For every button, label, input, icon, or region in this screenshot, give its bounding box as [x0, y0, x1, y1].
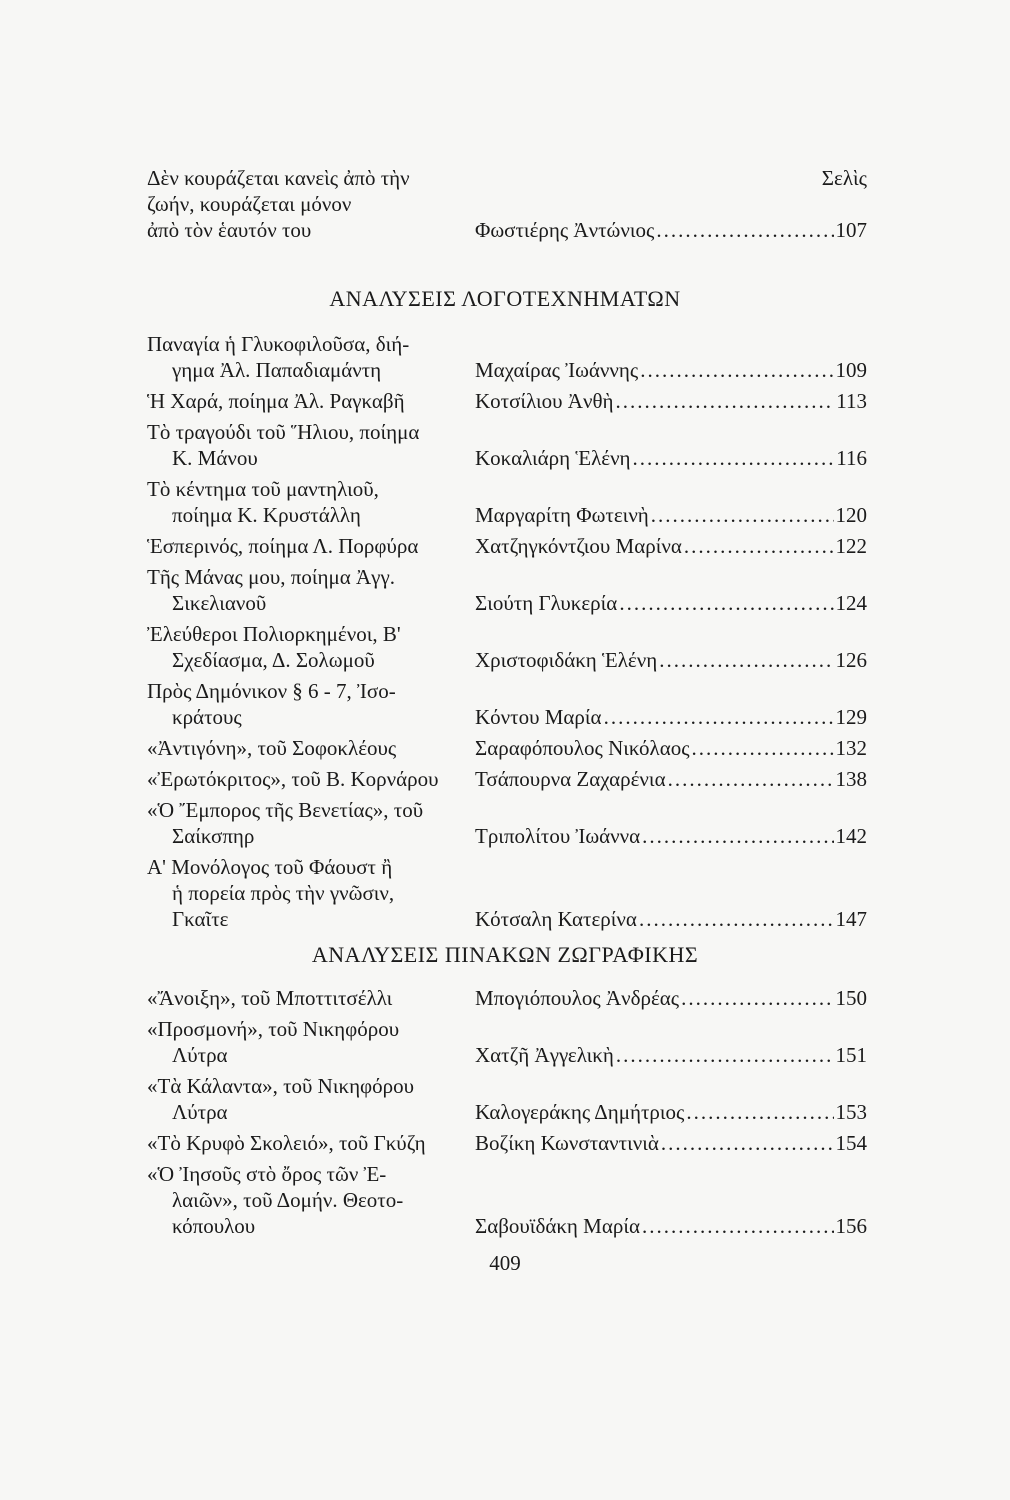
- title-line: κράτους: [172, 705, 242, 729]
- entry-page-number: 113: [836, 389, 867, 413]
- leader-dots: [633, 445, 835, 471]
- title-line: Δὲν κουράζεται κανεὶς ἀπὸ τὴν: [147, 166, 410, 190]
- title-line: Ἡ Χαρά, ποίημα Ἀλ. Ραγκαβῆ: [147, 389, 405, 413]
- entry-author: Κόντου Μαρία: [475, 705, 602, 729]
- entry-page-number: 129: [835, 705, 867, 729]
- leader-dots: [619, 590, 833, 616]
- title-line: Παναγία ἡ Γλυκοφιλοῦσα, διή-: [147, 332, 410, 356]
- title-line: ζωήν, κουράζεται μόνον: [147, 192, 352, 216]
- page-number: 409: [489, 1251, 521, 1275]
- title-line: Ἐλεύθεροι Πολιορκημένοι, Β': [147, 622, 401, 646]
- title-line: «Προσμονή», τοῦ Νικηφόρου: [147, 1017, 400, 1041]
- entry-author-line: [475, 985, 867, 1011]
- title-line: κόπουλου: [172, 1214, 256, 1238]
- title-line: Λύτρα: [172, 1043, 228, 1067]
- list-item: [147, 1161, 867, 1239]
- title-line: «Ὁ Ἔμπορος τῆς Βενετίας», τοῦ: [147, 798, 424, 822]
- entry-author-line: [475, 502, 867, 528]
- entry-author: Μαργαρίτη Φωτεινὴ: [475, 503, 649, 527]
- list-item: [147, 854, 867, 932]
- leader-dots: [668, 766, 834, 792]
- leader-dots: [642, 1213, 834, 1239]
- leader-dots: [651, 502, 834, 528]
- entry-author-line: [475, 704, 867, 730]
- entry-page-number: 116: [836, 446, 867, 470]
- list-item: [147, 985, 867, 1011]
- leader-dots: [681, 985, 833, 1011]
- entry-author-line: [475, 906, 867, 932]
- entry-author: Μπογιόπουλος Ἀνδρέας: [475, 986, 680, 1010]
- entry-author-line: [475, 823, 867, 849]
- entry-title: [147, 165, 467, 243]
- title-line: Α' Μονόλογος τοῦ Φάουστ ἢ: [147, 855, 393, 879]
- leader-dots: [686, 1099, 833, 1125]
- entry-author: Χριστοφιδάκη Ἑλένη: [475, 648, 658, 672]
- list-item: [147, 1016, 867, 1068]
- paintings-list: [147, 985, 867, 1244]
- title-line: «Ἐρωτόκριτος», τοῦ Β. Κορνάρου: [147, 767, 439, 791]
- entry-page-number: 132: [835, 736, 867, 760]
- leader-dots: [642, 823, 833, 849]
- list-item: [147, 1073, 867, 1125]
- entry-author-line: [475, 445, 867, 471]
- title-line: Ἑσπερινός, ποίημα Λ. Πορφύρα: [147, 534, 419, 558]
- title-line: «Τὰ Κάλαντα», τοῦ Νικηφόρου: [147, 1074, 415, 1098]
- list-item: [147, 1130, 867, 1156]
- entry-author-line: [475, 217, 867, 243]
- entry-author: Τριπολίτου Ἰωάννα: [475, 824, 641, 848]
- title-line: «Τὸ Κρυφὸ Σκολειό», τοῦ Γκύζη: [147, 1131, 426, 1155]
- title-line: Γκαῖτε: [172, 907, 229, 931]
- entry-author: Χατζηγκόντζιου Μαρίνα: [475, 534, 682, 558]
- list-item: [147, 678, 867, 730]
- entry-author-line: [475, 388, 867, 414]
- leader-dots: [616, 1042, 834, 1068]
- list-item: [147, 621, 867, 673]
- entry-author: Σαραφόπουλος Νικόλαος: [475, 736, 690, 760]
- entry-page-number: 142: [835, 824, 867, 848]
- entry-page-number: 156: [835, 1214, 867, 1238]
- title-line: Τὸ τραγούδι τοῦ Ἥλιου, ποίημα: [147, 420, 420, 444]
- leader-dots: [640, 357, 833, 383]
- title-line: Τῆς Μάνας μου, ποίημα Ἀγγ.: [147, 565, 395, 589]
- entry-author: Κότσαλη Κατερίνα: [475, 907, 637, 931]
- list-item: [147, 331, 867, 383]
- title-line: Σαίκσπηρ: [172, 824, 255, 848]
- page-column-label: Σελὶς: [821, 166, 867, 190]
- entry-author: Μαχαίρας Ἰωάννης: [475, 358, 639, 382]
- entry-author-line: [475, 647, 867, 673]
- list-item: [147, 797, 867, 849]
- section-heading-literature: ΑΝΑΛΥΣΕΙΣ ΛΟΓΟΤΕΧΝΗΜΑΤΩΝ: [329, 286, 681, 311]
- entry-page-number: 120: [835, 503, 867, 527]
- list-item: [147, 388, 867, 414]
- entry-page-number: 154: [835, 1131, 867, 1155]
- title-line: Πρὸς Δημόνικον § 6 - 7, Ἰσο-: [147, 679, 396, 703]
- entry-page-number: 147: [835, 907, 867, 931]
- entry-author-line: [475, 1042, 867, 1068]
- entry-author: Σαβουϊδάκη Μαρία: [475, 1214, 640, 1238]
- list-item: [147, 766, 867, 792]
- entry-page-number: 107: [835, 218, 867, 242]
- entry-author: Σιούτη Γλυκερία: [475, 591, 618, 615]
- title-line: Σικελιανοῦ: [172, 591, 267, 615]
- entry-page-number: 151: [835, 1043, 867, 1067]
- entry-author: Κοκαλιάρη Ἑλένη: [475, 446, 631, 470]
- entry-author-line: [475, 1213, 867, 1239]
- entry-author: Χατζῆ Ἀγγελικὴ: [475, 1043, 614, 1067]
- entry-author: Βοζίκη Κωνσταντινιὰ: [475, 1131, 659, 1155]
- entry-author: Τσάπουρνα Ζαχαρένια: [475, 767, 666, 791]
- list-item: [147, 533, 867, 559]
- entry-author-line: [475, 735, 867, 761]
- entry-author-line: [475, 1099, 867, 1125]
- list-item: [147, 476, 867, 528]
- list-item: [147, 735, 867, 761]
- title-line: «Ἀντιγόνη», τοῦ Σοφοκλέους: [147, 736, 397, 760]
- title-line: λαιῶν», τοῦ Δομήν. Θεοτο-: [172, 1188, 404, 1212]
- entry-author-line: [475, 357, 867, 383]
- section-heading-paintings: ΑΝΑΛΥΣΕΙΣ ΠΙΝΑΚΩΝ ΖΩΓΡΑΦΙΚΗΣ: [311, 942, 699, 967]
- entry-author-line: [475, 533, 867, 559]
- entry-page-number: 153: [835, 1100, 867, 1124]
- title-line: ἀπὸ τὸν ἑαυτόν του: [147, 218, 312, 242]
- leader-dots: [661, 1130, 834, 1156]
- leader-dots: [616, 388, 835, 414]
- title-line: «Ὁ Ἰησοῦς στὸ ὄρος τῶν Ἐ-: [147, 1162, 387, 1186]
- list-item: [147, 419, 867, 471]
- entry-author: Κοτσίλιου Ἀνθὴ: [475, 389, 614, 413]
- entry-page-number: 109: [835, 358, 867, 382]
- entry-author: Καλογεράκης Δημήτριος: [475, 1100, 685, 1124]
- entry-page-number: 138: [835, 767, 867, 791]
- leader-dots: [659, 647, 833, 673]
- literature-list: [147, 331, 867, 937]
- title-line: ποίημα Κ. Κρυστάλλη: [172, 503, 361, 527]
- leader-dots: [692, 735, 834, 761]
- entry-page-number: 126: [835, 648, 867, 672]
- list-item: [147, 564, 867, 616]
- title-line: Κ. Μάνου: [172, 446, 258, 470]
- leader-dots: [656, 217, 833, 243]
- leader-dots: [639, 906, 834, 932]
- entry-author-line: [475, 766, 867, 792]
- entry-page-number: 122: [835, 534, 867, 558]
- title-line: «Ἄνοιξη», τοῦ Μποττιτσέλλι: [147, 986, 393, 1010]
- entry-page-number: 150: [835, 986, 867, 1010]
- leader-dots: [684, 533, 834, 559]
- entry-author-line: [475, 1130, 867, 1156]
- title-line: ἡ πορεία πρὸς τὴν γνῶσιν,: [172, 881, 395, 905]
- title-line: Σχεδίασμα, Δ. Σολωμοῦ: [172, 648, 375, 672]
- entry-author-line: [475, 590, 867, 616]
- title-line: Τὸ κέντημα τοῦ μαντηλιοῦ,: [147, 477, 379, 501]
- leader-dots: [604, 704, 834, 730]
- title-line: Λύτρα: [172, 1100, 228, 1124]
- entry-page-number: 124: [835, 591, 867, 615]
- entry-author: Φωστιέρης Ἀντώνιος: [475, 218, 655, 242]
- title-line: γημα Ἀλ. Παπαδιαμάντη: [172, 358, 382, 382]
